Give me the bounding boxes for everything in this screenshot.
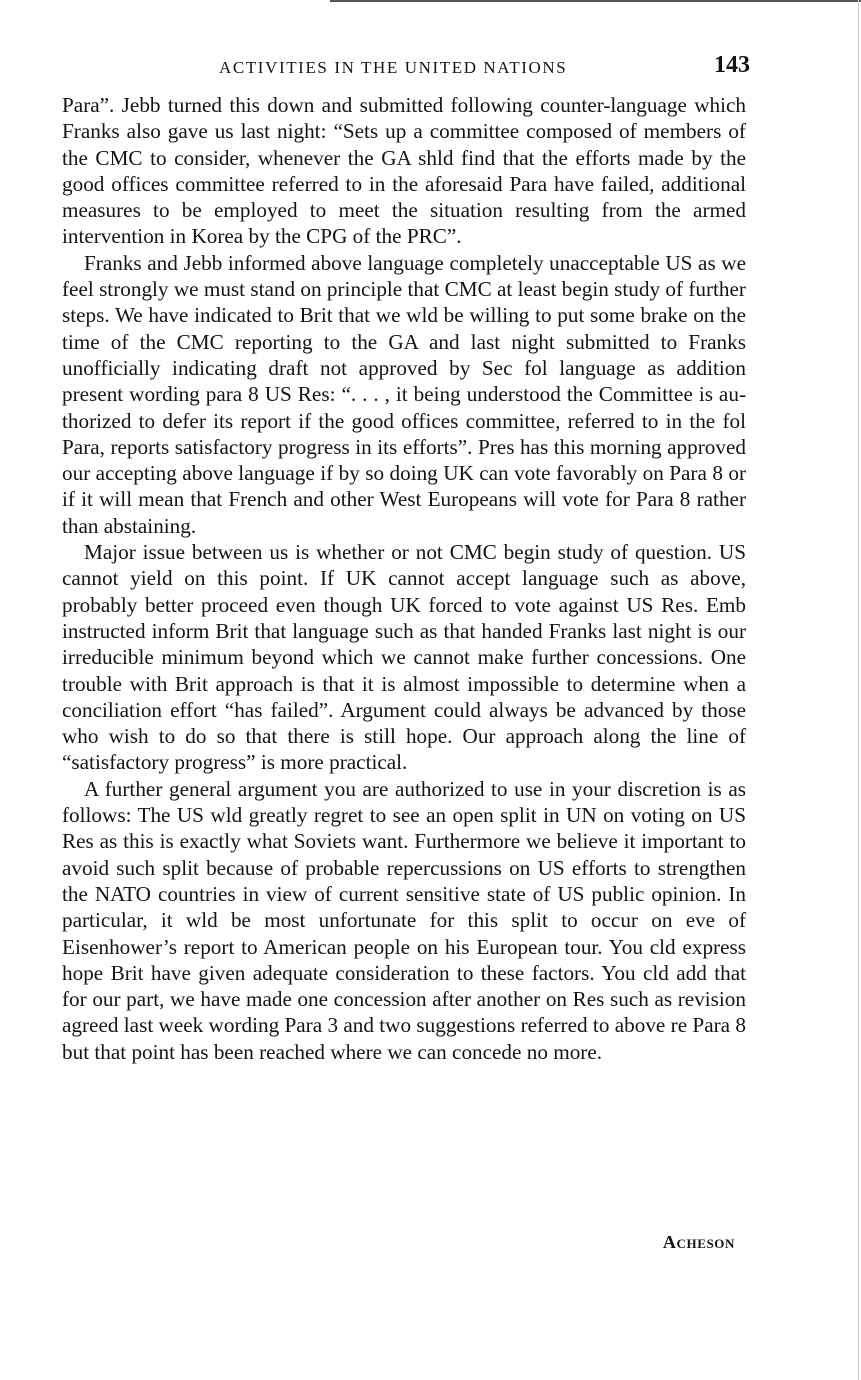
page-header <box>62 52 752 86</box>
page-number: 143 <box>714 52 750 78</box>
body-text <box>62 92 746 1065</box>
page-edge-divider <box>858 0 859 1380</box>
paragraph-continued: Para”. Jebb turned this down and submitted following counter-language which Franks also gave us last night: “Sets up a committee composed of members of the CMC to consider, whenever the GA shld find that the efforts made by the good offices committee referred to in the aforesaid Para have failed, additional measures to be employed to meet the situation resulting from the armed intervention in Korea by the CPG of the PRC”. <box>62 93 746 249</box>
paragraph: A further general argument you are authorized to use in your discretion is as follows: The US wld greatly regret to see an open split in UN on voting on US Res as this is exactly what Soviets want. Furthermore we believe it important to avoid such split because of probable repercussions on US efforts to strengthen the NATO countries in view of current sensitive state of US public opinion. In particular, it wld be most unfortunate for this split to occur on eve of Eisenhower’s report to American people on his European tour. You cld express hope Brit have given adequate consideration to these factors. You cld add that for our part, we have made one concession after another on Res such as revision agreed last week wording Para 3 and two suggestions referred to above re Para 8 but that point has been reached where we can concede no more. <box>62 776 746 1064</box>
paragraph: Franks and Jebb informed above language completely unacceptable US as we feel strongly we must stand on principle that CMC at least begin study of further steps. We have indicated to Brit that we wld be willing to put some brake on the time of the CMC reporting to the GA and last night submitted to Franks unofficially indicating draft not approved by Sec fol language as addition present wording para 8 US Res: “. . . , it being understood the Committee is authorized to defer its report if the good offices committee, referred to in the fol Para, reports satisfactory progress in its efforts”. Pres has this morning approved our accepting above language if by so doing UK can vote favorably on Para 8 or if it will mean that French and other West Europeans will vote for Para 8 rather than abstaining. <box>62 250 746 538</box>
running-head: ACTIVITIES IN THE UNITED NATIONS <box>219 58 568 77</box>
paragraph: Major issue between us is whether or not CMC begin study of question. US cannot yield on this point. If UK cannot accept language such as above, probably better proceed even though UK forced to vote against US Res. Emb instructed inform Brit that language such as that handed Franks last night is our irreducible minimum beyond which we cannot make further concessions. One trouble with Brit approach is that it is almost impossible to determine when a conciliation effort “has failed”. Argument could always be advanced by those who wish to do so that there is still hope. Our approach along the line of “satisfactory progress” is more practical. <box>62 540 746 775</box>
signature: Acheson <box>662 1232 735 1252</box>
top-rule-divider <box>330 0 861 2</box>
